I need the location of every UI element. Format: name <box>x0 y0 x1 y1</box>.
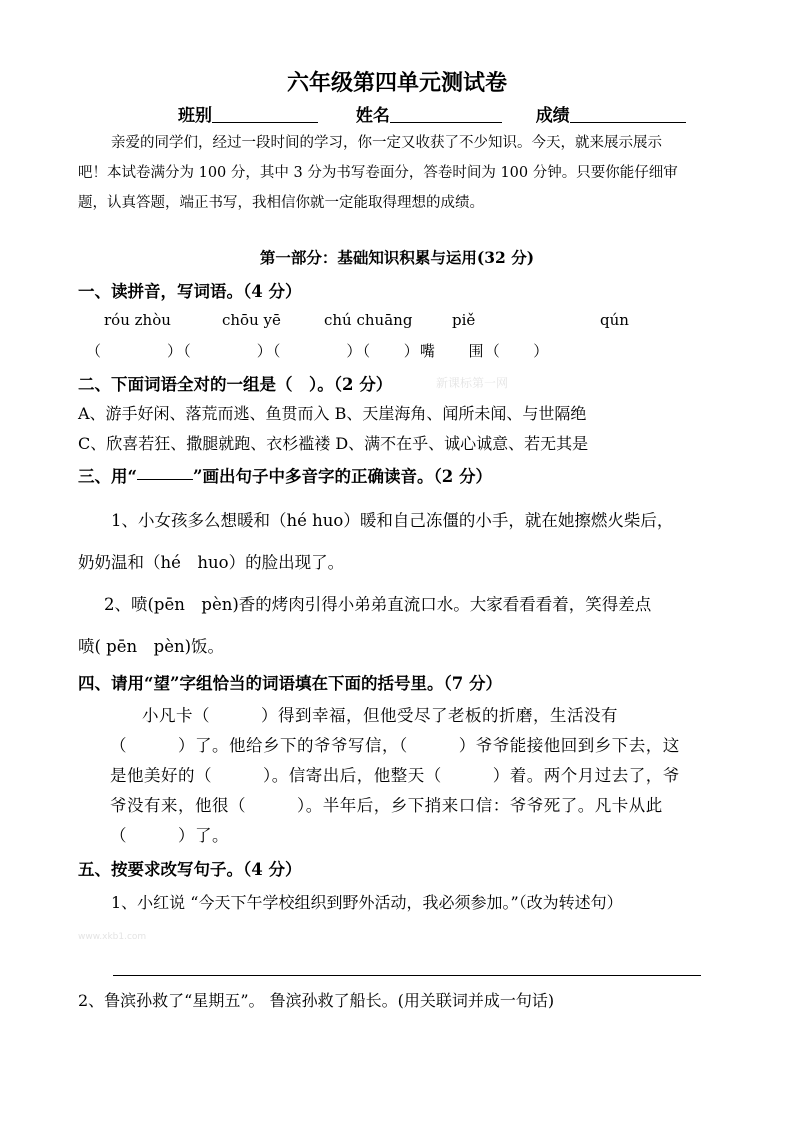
q1-answer-blanks[interactable]: （ ）（ ）（ ）（ ）嘴 围（ ） <box>86 342 550 360</box>
q2-options-cd: C、欣喜若狂、撒腿就跑、衣杉褴褛 D、满不在乎、诚心诚意、若无其是 <box>78 434 589 453</box>
q2-title: 二、下面词语全对的一组是（ ）。（2 分） <box>78 375 393 394</box>
q3-title-pre: 三、用“ <box>78 467 137 486</box>
pinyin-4: piě <box>452 311 476 329</box>
q3-title-post: ”画出句子中多音字的正确读音。（2 分） <box>193 467 492 486</box>
class-blank[interactable] <box>212 106 318 123</box>
watermark-url: www.xkb1.com <box>78 932 147 942</box>
q4-passage-line-5[interactable]: （ ）了。 <box>110 826 229 845</box>
intro-line-3: 题，认真答题，端正书写，我相信你就一定能取得理想的成绩。 <box>78 195 484 211</box>
q3-sentence-1-line-2: 奶奶温和（hé huo）的脸出现了。 <box>78 553 345 572</box>
underline-mark <box>137 465 193 480</box>
q1-title: 一、读拼音，写词语。（4 分） <box>78 282 302 301</box>
q5-title: 五、按要求改写句子。（4 分） <box>78 860 302 879</box>
student-info-row <box>178 101 686 126</box>
q3-title <box>78 463 492 487</box>
q3-sentence-2-line-1: 2、喷(pēn pèn)香的烤肉引得小弟弟直流口水。大家看看看着，笑得差点 <box>104 595 652 614</box>
pinyin-5: qún <box>600 311 629 329</box>
q4-passage-line-3[interactable]: 是他美好的（ ）。信寄出后，他整天（ ）着。两个月过去了，爷 <box>110 766 680 785</box>
name-label: 姓名 <box>355 106 390 126</box>
class-label: 班别 <box>178 106 212 126</box>
watermark-text: 新课标第一网 <box>436 376 509 390</box>
q5-sentence-1: 1、小红说 “今天下午学校组织到野外活动，我必须参加。”（改为转述句） <box>111 893 623 912</box>
intro-line-2: 吧！本试卷满分为 100 分，其中 3 分为书写卷面分，答卷时间为 100 分钟。只要你能仔细审 <box>78 165 678 181</box>
q4-passage-line-4[interactable]: 爷没有来，他很（ ）。半年后，乡下捎来口信：爷爷死了。凡卡从此 <box>110 796 663 815</box>
q4-passage-line-1[interactable]: 小凡卡（ ）得到幸福，但他受尽了老板的折磨，生活没有 <box>142 706 618 725</box>
q3-sentence-2-line-2: 喷( pēn pèn)饭。 <box>78 637 225 656</box>
q3-sentence-1-line-1: 1、小女孩多么想暖和（hé huo）暖和自己冻僵的小手，就在她擦燃火柴后， <box>111 511 674 530</box>
score-label: 成绩 <box>535 106 570 126</box>
pinyin-1: róu zhòu <box>104 311 171 329</box>
q4-passage-line-2[interactable]: （ ）了。他给乡下的爷爷写信，（ ）爷爷能接他回到乡下去，这 <box>110 736 680 755</box>
score-blank[interactable] <box>570 106 686 123</box>
q2-options-ab: A、游手好闲、落荒而逃、鱼贯而入 B、天崖海角、闻所未闻、与世隔绝 <box>78 404 587 423</box>
q5-answer-line[interactable] <box>113 975 701 976</box>
pinyin-2: chōu yē <box>222 311 281 329</box>
page-title: 六年级第四单元测试卷 <box>286 70 507 96</box>
intro-line-1: 亲爱的同学们，经过一段时间的学习，你一定又收获了不少知识。今天，就来展示展示 <box>111 135 662 151</box>
name-blank[interactable] <box>390 106 502 123</box>
part-one-title: 第一部分：基础知识积累与运用(32 分) <box>259 248 535 267</box>
pinyin-3: chú chuāng <box>324 311 413 329</box>
q4-title: 四、请用“望”字组恰当的词语填在下面的括号里。（7 分） <box>78 674 502 693</box>
q5-sentence-2: 2、鲁滨孙救了“星期五”。 鲁滨孙救了船长。(用关联词并成一句话) <box>78 991 555 1010</box>
